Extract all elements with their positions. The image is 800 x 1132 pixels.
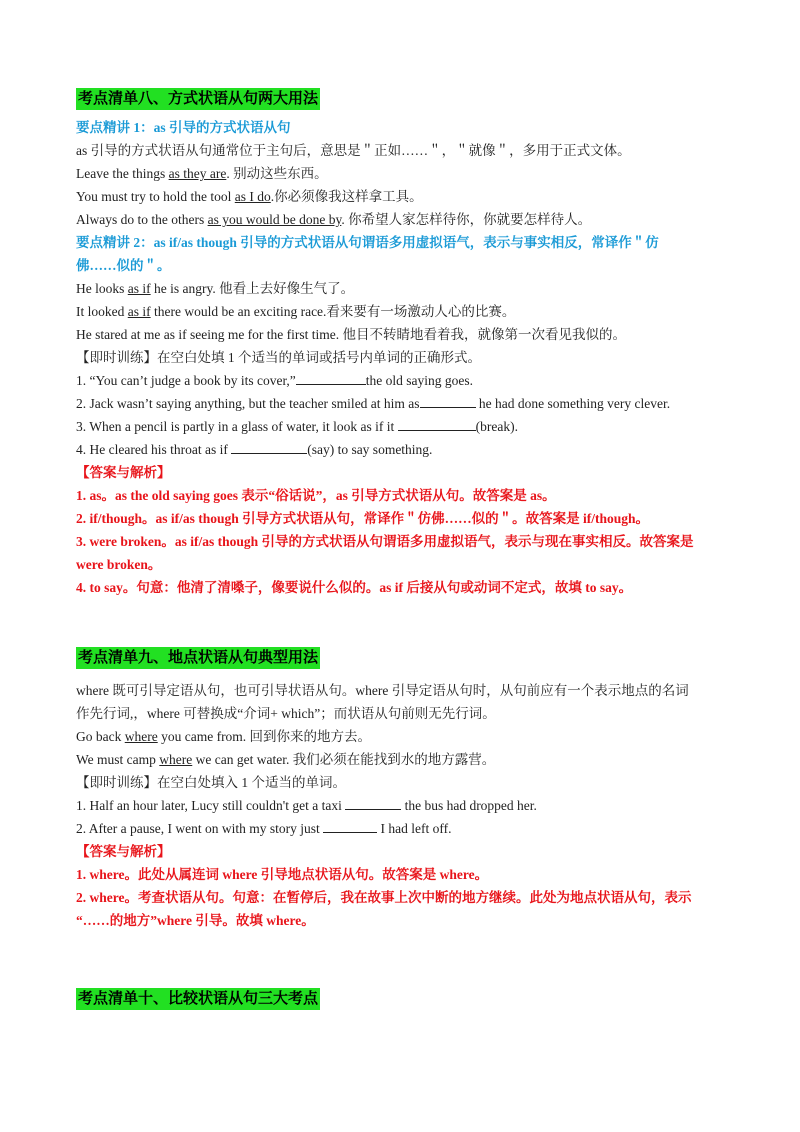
answer-2-cont: “……的地方”where 引导。故填 where。 <box>76 913 315 928</box>
example-sentence: Always do to the others as you would be done by. 你希望人家怎样待你，你就要怎样待人。 <box>76 212 592 227</box>
section-8-title: 考点清单八、方式状语从句两大用法 <box>76 88 320 110</box>
question-4: 4. He cleared his throat as if (say) to say something. <box>76 442 433 457</box>
example-sentence: Go back where you came from. 回到你来的地方去。 <box>76 729 372 744</box>
practice-title: 【即时训练】在空白处填入 1 个适当的单词。 <box>76 775 346 790</box>
example-sentence: You must try to hold the tool as I do.你必须像我这样拿工具。 <box>76 189 423 204</box>
point-1-description: as 引导的方式状语从句通常位于主句后，意思是＂正如……＂，＂就像＂，多用于正式文体。 <box>76 143 631 158</box>
point-2-title: 要点精讲 2：as if/as though 引导的方式状语从句谓语多用虚拟语气，表示与事实相反，常译作＂仿 <box>76 235 659 250</box>
answer-blank <box>345 796 401 810</box>
answer-2: 2. where。考查状语从句。句意：在暂停后，我在故事上次中断的地方继续。此处为地点状语从句，表示 <box>76 890 692 905</box>
answer-4: 4. to say。句意：他清了清嗓子，像要说什么似的。as if 后接从句或动词不定式，故填 to say。 <box>76 580 633 595</box>
answer-blank <box>296 371 366 385</box>
example-sentence: We must camp where we can get water. 我们必须在能找到水的地方露营。 <box>76 752 496 767</box>
example-sentence: Leave the things as they are. 别动这些东西。 <box>76 166 328 181</box>
answer-2: 2. if/though。as if/as though 引导方式状语从句，常译作＂仿佛……似的＂。故答案是 if/though。 <box>76 511 650 526</box>
answer-1: 1. where。此处从属连词 where 引导地点状语从句。故答案是 where。 <box>76 867 489 882</box>
question-2: 2. After a pause, I went on with my story just I had left off. <box>76 821 452 836</box>
answer-1: 1. as。as the old saying goes 表示“俗话说”，as 引导方式状语从句。故答案是 as。 <box>76 488 556 503</box>
answer-blank <box>323 819 377 833</box>
point-1-title: 要点精讲 1：as 引导的方式状语从句 <box>76 120 291 135</box>
example-sentence: It looked as if there would be an exciting race.看来要有一场激动人心的比赛。 <box>76 304 516 319</box>
example-sentence: He stared at me as if seeing me for the first time. 他目不转睛地看着我，就像第一次看见我似的。 <box>76 327 627 342</box>
section-9-description: where 既可引导定语从句，也可引导状语从句。where 引导定语从句时，从句前应有一个表示地点的名词 <box>76 683 689 698</box>
answer-3-cont: were broken。 <box>76 557 162 572</box>
answer-blank <box>231 440 307 454</box>
section-9-title: 考点清单九、地点状语从句典型用法 <box>76 647 320 669</box>
point-2-title-cont: 佛……似的＂。 <box>76 258 171 273</box>
question-1: 1. “You can’t judge a book by its cover,” the old saying goes. <box>76 373 474 388</box>
example-sentence: He looks as if he is angry. 他看上去好像生气了。 <box>76 281 355 296</box>
section-9-description-cont: 作先行词,，where 可替换成“介词+ which”；而状语从句前则无先行词。 <box>76 706 496 721</box>
practice-title: 【即时训练】在空白处填 1 个适当的单词或括号内单词的正确形式。 <box>76 350 481 365</box>
section-10-title: 考点清单十、比较状语从句三大考点 <box>76 988 320 1010</box>
question-2: 2. Jack wasn’t saying anything, but the teacher smiled at him as he had done something very clever. <box>76 396 671 411</box>
answer-blank <box>398 417 476 431</box>
answer-title: 【答案与解析】 <box>76 465 171 480</box>
answer-title: 【答案与解析】 <box>76 844 171 859</box>
document-page <box>76 88 726 1010</box>
question-1: 1. Half an hour later, Lucy still couldn't get a taxi the bus had dropped her. <box>76 798 537 813</box>
question-3: 3. When a pencil is partly in a glass of water, it look as if it (break). <box>76 419 518 434</box>
answer-blank <box>420 394 476 408</box>
answer-3: 3. were broken。as if/as though 引导的方式状语从句谓语多用虚拟语气，表示与现在事实相反。故答案是 <box>76 534 694 549</box>
